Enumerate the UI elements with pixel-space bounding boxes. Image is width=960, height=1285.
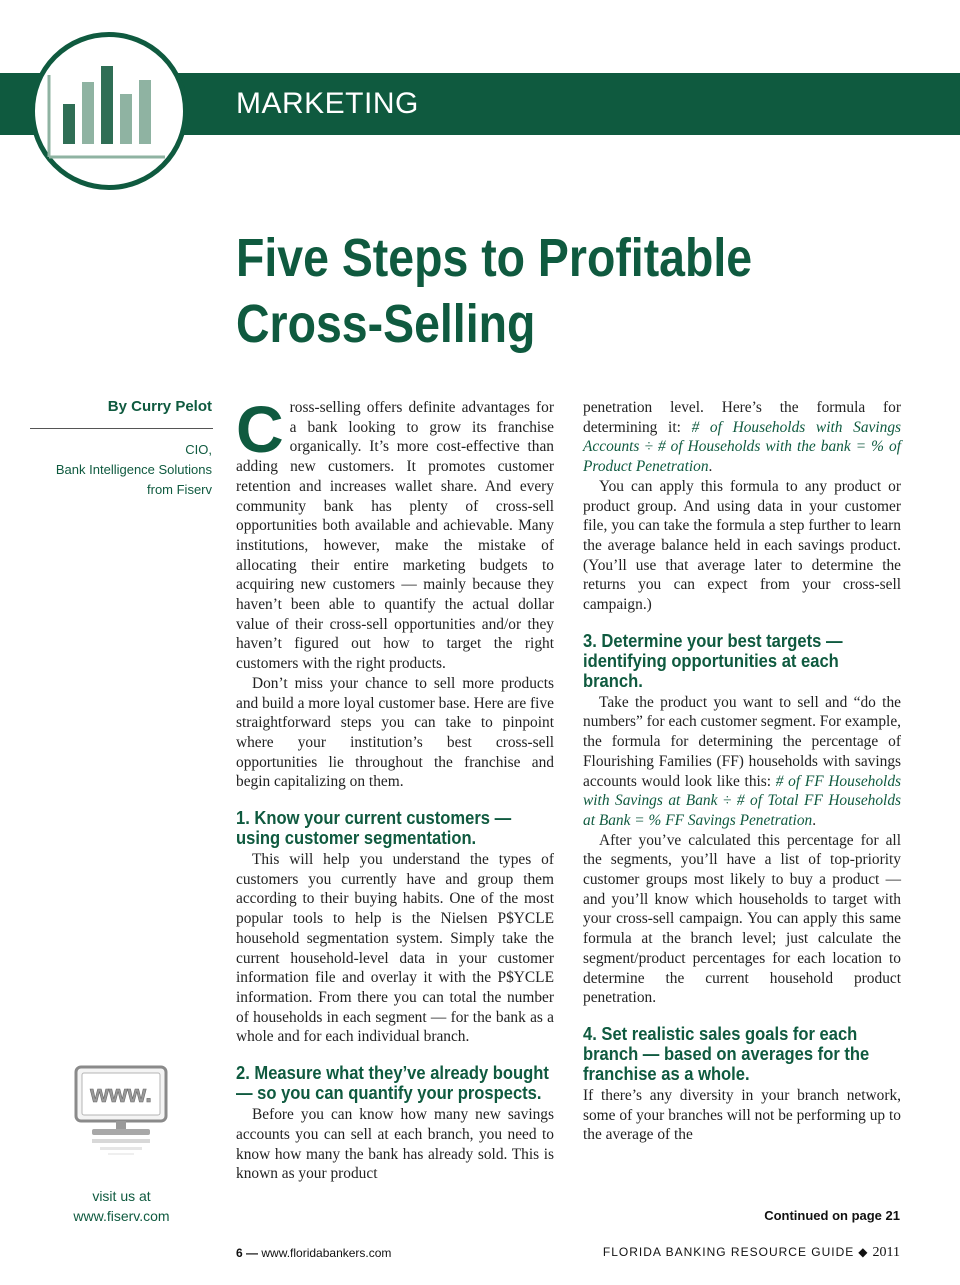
visit-us-text: [30, 1186, 213, 1226]
step-4-heading: 4. Set realistic sales goals for each branch — based on averages for the franchise as a whole.: [583, 1023, 870, 1084]
section-logo: [30, 32, 188, 190]
footer-right: [603, 1245, 900, 1261]
intro-paragraph-2: Don’t miss your chance to sell more products and build a more loyal customer base. Here are five straightforward steps you can take to pinpoint where your institution’s best cross-sell opportunities lie throughout the franchise and begin capitalizing on them.: [236, 674, 554, 791]
penetration-end: .: [708, 458, 713, 476]
author-department: Bank Intelligence Solutions: [55, 462, 212, 477]
step-3-end: .: [812, 811, 817, 829]
continued-on-page: Continued on page 21: [764, 1208, 900, 1223]
step-2-paragraph: Before you can know how many new savings accounts you can sell at each branch, you need to know how many the bank has already sold. This is known as your product: [236, 1106, 554, 1183]
intro-paragraph: [236, 392, 554, 674]
page-number: 6: [236, 1246, 243, 1260]
article-title-line-2: Cross-Selling: [236, 294, 536, 354]
section-label: MARKETING: [236, 87, 419, 120]
body-column-1: [236, 392, 554, 1184]
article-title-line-1: Five Steps to Profitable: [236, 228, 753, 288]
article-title: [236, 225, 752, 357]
publication-name: FLORIDA BANKING RESOURCE GUIDE: [602, 1245, 855, 1259]
publication-year: 2011: [872, 1245, 900, 1260]
footer-site-link[interactable]: www.floridabankers.com: [261, 1246, 392, 1260]
step-2-heading: 2. Measure what they’ve already bought — so you can quantify your prospects.: [236, 1063, 549, 1104]
www-monitor-icon: [70, 1063, 172, 1178]
bar-chart-icon: [35, 37, 183, 185]
step-3-paragraph: [583, 693, 901, 831]
www-text: www.: [90, 1081, 152, 1108]
visit-line-1: visit us at: [92, 1188, 151, 1204]
author-byline: By Curry Pelot: [107, 398, 212, 415]
visit-url[interactable]: www.fiserv.com: [73, 1208, 170, 1224]
apply-formula-paragraph: You can apply this formula to any product or product group. And using data in your customer file, you can take the formula a step further to learn the average balance held in each savings product. (You’ll use that average later to determine the returns you can expect from your cross-sell campaign.): [583, 477, 901, 614]
byline-divider: [30, 428, 213, 429]
penetration-text: penetration level. Here’s the formula for determining it:: [583, 399, 901, 436]
footer-dash: —: [246, 1246, 259, 1260]
author-info: [56, 440, 212, 500]
step-3-heading: 3. Determine your best targets — identifying opportunities at each branch.: [583, 630, 843, 691]
penetration-paragraph: [583, 398, 901, 477]
step-3-text: Take the product you want to sell and “do the numbers” for each customer segment. For example, the formula for determining the percentage of Flourishing Families (FF) households with savings accounts would look like this:: [583, 693, 901, 790]
drop-cap: C: [236, 392, 284, 466]
body-column-2: [583, 398, 901, 1145]
intro-paragraph-text: ross-selling offers definite advantages for a bank looking to grow its franchise organically. It’s more cost-effective than adding new customers. It promotes customer retention and increases wallet share. And every community bank has plenty of cross-sell opportunities both available and achievable. Many institutions, however, make the mistake of allocating their entire marketing budgets to acquiring new customers — mainly because they haven’t been able to quantify the actual dollar value of their cross-sell opportunities and/or they haven’t figured out how to target the right customers with the right products.: [236, 399, 554, 673]
author-company: from Fiserv: [147, 482, 212, 497]
diamond-icon: ◆: [858, 1245, 869, 1259]
step-3-paragraph-2: After you’ve calculated this percentage for all the segments, you’ll have a list of top-priority customer groups most likely to buy a product — and you’ll know which households to target with your cross-sell campaign. You can apply this same formula at the branch level; just calculate the segment/product percentages for each location to determine the current household product penetration.: [583, 831, 901, 1007]
author-role: CIO,: [185, 442, 212, 457]
step-1-heading: 1. Know your current customers — using customer segmentation.: [236, 808, 512, 849]
footer-left: [236, 1246, 391, 1260]
step-4-paragraph: If there’s any diversity in your branch network, some of your branches will not be performing up to the average of the: [583, 1086, 901, 1144]
step-1-paragraph: This will help you understand the types of customers you currently have and group them according to their buying habits. One of the most popular tools to help is the Nielsen P$YCLE household segmentation system. Simply take the current household-level data in your customer information file and overlay it with the P$YCLE information. From there you can total the number of households in each segment — for the bank as a whole and for each individual branch.: [236, 851, 554, 1046]
penetration-formula: # of Households with Savings Accounts ÷ # of Households with the bank = % of Product Penetration: [583, 418, 901, 476]
ff-formula: # of FF Households with Savings at Bank ÷ # of Total FF Households at Bank = % FF Savings Penetration: [583, 772, 901, 829]
